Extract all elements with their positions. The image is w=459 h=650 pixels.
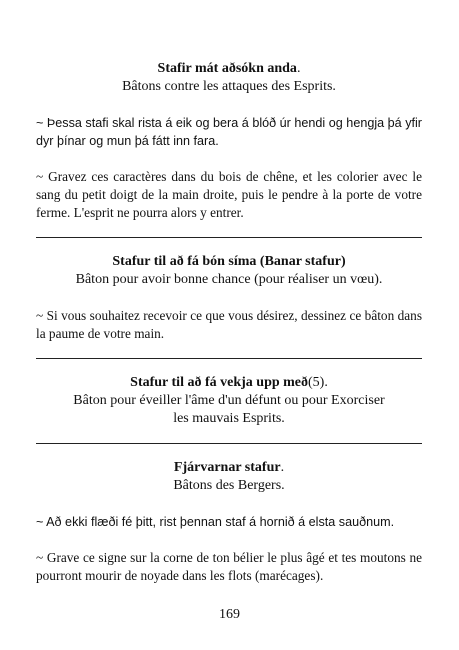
section-subtitle: Bâton pour avoir bonne chance (pour réaliser un vœu). <box>75 272 383 287</box>
section-title <box>36 374 422 392</box>
paragraph-icelandic: ~ Þessa stafi skal rista á eik og bera á blóð úr hendi og hengja þá yfir dyr þínar og mun þá fátt inn fara. <box>36 116 422 148</box>
section-subtitle: Bâton pour éveiller l'âme d'un défunt ou pour Exorciser <box>73 393 385 408</box>
section-fjarvarnar <box>36 459 422 585</box>
section-subtitle: Bâtons des Bergers. <box>173 478 285 493</box>
section-adsokn-anda <box>36 60 422 222</box>
paragraph-french: ~ Grave ce signe sur la corne de ton bélier le plus âgé et tes moutons ne pourront mourir de noyade dans les flots (marécages). <box>36 550 422 583</box>
section-title-bold: Fjárvarnar stafur <box>173 460 281 475</box>
section-vekja-upp <box>36 374 422 428</box>
section-title <box>36 60 422 78</box>
paragraph-icelandic: ~ Að ekki flæði fé þitt, rist þennan staf á hornið á elsta sauðnum. <box>36 515 395 529</box>
page-body <box>36 60 422 585</box>
section-title-suffix: . <box>296 61 301 76</box>
section-title-bold: Stafur til að fá vekja upp með <box>130 375 309 390</box>
section-title-suffix: (5). <box>308 375 328 390</box>
section-subtitle: Bâtons contre les attaques des Esprits. <box>122 79 336 94</box>
section-title <box>36 459 422 477</box>
section-bon-sima <box>36 253 422 343</box>
section-title <box>36 253 422 271</box>
section-title-bold: Stafir mát aðsókn anda <box>157 61 297 76</box>
section-subtitle-line-2: les mauvais Esprits. <box>173 411 285 426</box>
section-title-bold: Stafur til að fá bón síma (Banar stafur) <box>112 254 346 269</box>
section-title-suffix: . <box>280 460 285 475</box>
paragraph-french: ~ Gravez ces caractères dans du bois de chêne, et les colorier avec le sang du petit doigt de la main droite, puis le pendre à la porte de votre ferme. L'esprit ne pourra alors y entrer. <box>36 169 422 220</box>
paragraph-french: ~ Si vous souhaitez recevoir ce que vous désirez, dessinez ce bâton dans la paume de votre main. <box>36 308 422 341</box>
page-number: 169 <box>219 607 240 622</box>
